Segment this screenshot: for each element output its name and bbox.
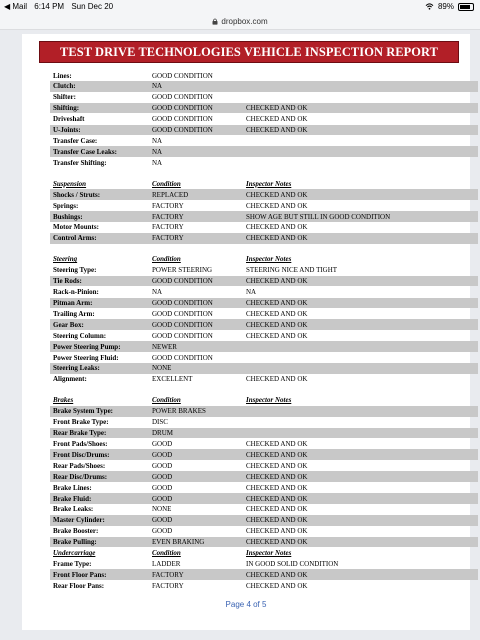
row-label: Springs: bbox=[53, 201, 79, 210]
row-condition: GOOD CONDITION bbox=[152, 71, 213, 80]
row-condition: EVEN BRAKING bbox=[152, 538, 205, 547]
row-label: Steering Type: bbox=[53, 266, 97, 275]
row-notes: CHECKED AND OK bbox=[246, 440, 308, 448]
section-title: Steering bbox=[53, 255, 78, 264]
row-label: Rear Brake Type: bbox=[53, 429, 107, 438]
table-row bbox=[50, 558, 478, 569]
row-notes: CHECKED AND OK bbox=[246, 494, 308, 503]
row-notes: CHECKED AND OK bbox=[246, 104, 308, 113]
table-row bbox=[50, 449, 478, 460]
row-condition: NA bbox=[152, 82, 163, 91]
table-row bbox=[50, 92, 478, 103]
table-row bbox=[50, 406, 478, 417]
row-label: Power Steering Pump: bbox=[53, 342, 121, 351]
status-time: 6:14 PM bbox=[34, 2, 65, 11]
section-title: Undercarriage bbox=[53, 549, 96, 557]
row-condition: FACTORY bbox=[152, 581, 184, 590]
notes-column-header: Inspector Notes bbox=[246, 179, 292, 188]
table-row bbox=[50, 222, 478, 233]
row-condition: GOOD CONDITION bbox=[152, 93, 213, 102]
row-label: Front Floor Pans: bbox=[53, 570, 107, 579]
row-label: Brake Lines: bbox=[53, 483, 92, 492]
row-condition: GOOD CONDITION bbox=[152, 299, 213, 307]
table-row bbox=[50, 70, 478, 81]
row-label: Trailing Arm: bbox=[53, 309, 95, 318]
row-condition: NA bbox=[152, 147, 163, 156]
row-condition: FACTORY bbox=[152, 212, 184, 221]
row-notes: CHECKED AND OK bbox=[246, 234, 308, 243]
table-row bbox=[50, 135, 478, 146]
notes-column-header: Inspector Notes bbox=[246, 396, 292, 405]
table-row bbox=[50, 471, 478, 482]
row-condition: GOOD bbox=[152, 461, 173, 470]
row-label: Shocks / Struts: bbox=[53, 190, 101, 199]
row-label: Motor Mounts: bbox=[53, 223, 99, 232]
row-label: Tie Rods: bbox=[53, 277, 82, 286]
row-condition: GOOD bbox=[152, 483, 173, 492]
table-row bbox=[50, 460, 478, 471]
page-indicator: Page 4 of 5 bbox=[225, 600, 267, 609]
section-title: Suspension bbox=[53, 179, 87, 188]
status-bar bbox=[0, 0, 480, 13]
back-to-mail-link[interactable]: ◀ Mail bbox=[4, 2, 28, 11]
row-label: Rear Disc/Drums: bbox=[53, 472, 108, 481]
row-label: Shifting: bbox=[53, 104, 80, 113]
row-condition: EXCELLENT bbox=[152, 375, 193, 384]
row-notes: CHECKED AND OK bbox=[246, 277, 308, 286]
row-condition: DRUM bbox=[152, 429, 174, 438]
row-condition: FACTORY bbox=[152, 570, 184, 579]
row-notes: CHECKED AND OK bbox=[246, 461, 308, 470]
table-row bbox=[50, 352, 478, 363]
row-label: Rack-n-Pinion: bbox=[53, 288, 99, 297]
row-condition: LADDER bbox=[152, 559, 181, 568]
table-row bbox=[50, 428, 478, 439]
row-label: Steering Leaks: bbox=[53, 364, 100, 373]
section-header bbox=[50, 395, 478, 406]
condition-column-header: Condition bbox=[152, 549, 181, 557]
row-condition: GOOD CONDITION bbox=[152, 309, 213, 318]
table-row bbox=[50, 493, 478, 504]
table-row bbox=[50, 298, 478, 309]
row-label: U-Joints: bbox=[53, 126, 81, 134]
table-row bbox=[50, 233, 478, 244]
row-label: Rear Floor Pans: bbox=[53, 581, 105, 590]
row-condition: NONE bbox=[152, 505, 172, 514]
row-label: Pitman Arm: bbox=[53, 299, 93, 307]
section-header bbox=[50, 254, 478, 265]
table-row bbox=[50, 569, 478, 580]
table-row bbox=[50, 265, 478, 276]
row-label: Front Disc/Drums: bbox=[53, 450, 110, 459]
row-label: Brake System Type: bbox=[53, 407, 114, 416]
row-label: Front Pads/Shoes: bbox=[53, 440, 108, 448]
table-row bbox=[50, 319, 478, 330]
row-condition: GOOD bbox=[152, 494, 173, 503]
row-label: Rear Pads/Shoes: bbox=[53, 461, 106, 470]
table-row bbox=[50, 537, 478, 548]
row-condition: GOOD CONDITION bbox=[152, 353, 213, 362]
row-label: Transfer Case: bbox=[53, 136, 98, 145]
row-condition: GOOD CONDITION bbox=[152, 331, 213, 340]
table-row bbox=[50, 417, 478, 428]
row-notes: CHECKED AND OK bbox=[246, 375, 308, 384]
condition-column-header: Condition bbox=[152, 179, 181, 188]
row-notes: CHECKED AND OK bbox=[246, 505, 308, 514]
row-condition: NONE bbox=[152, 364, 172, 373]
row-condition: GOOD CONDITION bbox=[152, 126, 213, 134]
row-label: Bushings: bbox=[53, 212, 83, 221]
report-title: TEST DRIVE TECHNOLOGIES VEHICLE INSPECTION REPORT bbox=[39, 41, 459, 63]
row-condition: REPLACED bbox=[152, 190, 189, 199]
row-condition: GOOD CONDITION bbox=[152, 277, 213, 286]
row-label: Frame Type: bbox=[53, 559, 92, 568]
table-row bbox=[50, 515, 478, 526]
row-notes: CHECKED AND OK bbox=[246, 450, 308, 459]
condition-column-header: Condition bbox=[152, 396, 181, 405]
table-row bbox=[50, 125, 478, 136]
row-condition: GOOD bbox=[152, 472, 173, 481]
table-row bbox=[50, 146, 478, 157]
row-label: Gear Box: bbox=[53, 320, 84, 329]
row-condition: NA bbox=[152, 158, 163, 167]
table-row bbox=[50, 363, 478, 374]
row-label: Brake Booster: bbox=[53, 527, 99, 536]
table-row bbox=[50, 580, 478, 591]
row-label: Master Cylinder: bbox=[53, 516, 105, 525]
status-left bbox=[4, 2, 118, 11]
row-notes: CHECKED AND OK bbox=[246, 581, 308, 590]
row-notes: IN GOOD SOLID CONDITION bbox=[246, 559, 339, 568]
row-notes: NA bbox=[246, 288, 257, 297]
row-label: Brake Fluid: bbox=[53, 494, 92, 503]
row-notes: CHECKED AND OK bbox=[246, 331, 308, 340]
row-condition: GOOD bbox=[152, 450, 173, 459]
row-notes: CHECKED AND OK bbox=[246, 320, 308, 329]
row-condition: POWER STEERING bbox=[152, 266, 213, 275]
row-condition: FACTORY bbox=[152, 234, 184, 243]
table-row bbox=[50, 211, 478, 222]
row-notes: CHECKED AND OK bbox=[246, 299, 308, 307]
row-notes: CHECKED AND OK bbox=[246, 516, 308, 525]
row-condition: DISC bbox=[152, 418, 168, 427]
row-notes: CHECKED AND OK bbox=[246, 201, 308, 210]
table-row bbox=[50, 287, 478, 298]
row-condition: NA bbox=[152, 136, 163, 145]
row-label: Transfer Shifting: bbox=[53, 158, 107, 167]
table-row bbox=[50, 200, 478, 211]
row-condition: GOOD bbox=[152, 516, 173, 525]
condition-column-header: Condition bbox=[152, 255, 181, 264]
row-notes: CHECKED AND OK bbox=[246, 223, 308, 232]
table-row bbox=[50, 114, 478, 125]
battery-percent: 89% bbox=[437, 2, 454, 11]
table-row bbox=[50, 526, 478, 537]
table-row bbox=[50, 341, 478, 352]
table-row bbox=[50, 439, 478, 450]
row-condition: FACTORY bbox=[152, 223, 184, 232]
document-page bbox=[22, 34, 470, 630]
row-notes: CHECKED AND OK bbox=[246, 115, 308, 124]
address-bar[interactable] bbox=[0, 13, 480, 30]
section-title: Brakes bbox=[53, 396, 74, 405]
row-notes: CHECKED AND OK bbox=[246, 190, 308, 199]
row-condition: GOOD CONDITION bbox=[152, 104, 213, 113]
table-row bbox=[50, 81, 478, 92]
table-row bbox=[50, 330, 478, 341]
row-condition: GOOD bbox=[152, 527, 173, 536]
row-condition: POWER BRAKES bbox=[152, 407, 206, 416]
row-notes: CHECKED AND OK bbox=[246, 538, 308, 547]
row-condition: GOOD bbox=[152, 440, 173, 448]
row-label: Steering Column: bbox=[53, 331, 107, 340]
notes-column-header: Inspector Notes bbox=[246, 255, 292, 264]
row-condition: NA bbox=[152, 288, 163, 297]
status-date: Sun Dec 20 bbox=[71, 2, 114, 11]
row-label: Transfer Case Leaks: bbox=[53, 147, 117, 156]
row-label: Alignment: bbox=[53, 375, 87, 384]
row-label: Clutch: bbox=[53, 82, 76, 91]
row-label: Lines: bbox=[53, 71, 72, 80]
row-condition: GOOD CONDITION bbox=[152, 115, 213, 124]
row-notes: CHECKED AND OK bbox=[246, 126, 308, 134]
row-notes: CHECKED AND OK bbox=[246, 483, 308, 492]
row-condition: NEWER bbox=[152, 342, 177, 351]
table-row bbox=[50, 482, 478, 493]
row-label: Brake Pulling: bbox=[53, 538, 97, 547]
table-row bbox=[50, 374, 478, 385]
battery-level bbox=[460, 5, 470, 9]
row-notes: SHOW AGE BUT STILL IN GOOD CONDITION bbox=[246, 212, 391, 221]
section-header bbox=[50, 178, 478, 189]
row-label: Shifter: bbox=[53, 93, 76, 102]
row-label: Brake Leaks: bbox=[53, 505, 94, 514]
table-row bbox=[50, 157, 478, 168]
wifi-icon bbox=[425, 3, 434, 10]
row-notes: CHECKED AND OK bbox=[246, 309, 308, 318]
table-row bbox=[50, 103, 478, 114]
table-row bbox=[50, 308, 478, 319]
table-row bbox=[50, 276, 478, 287]
row-label: Control Arms: bbox=[53, 234, 97, 243]
url-text[interactable]: dropbox.com bbox=[221, 16, 268, 26]
status-right bbox=[425, 2, 474, 11]
row-notes: STEERING NICE AND TIGHT bbox=[246, 266, 338, 275]
lock-icon bbox=[212, 18, 218, 25]
table-row bbox=[50, 189, 478, 200]
battery-icon bbox=[458, 3, 474, 11]
row-label: Power Steering Fluid: bbox=[53, 353, 119, 362]
row-notes: CHECKED AND OK bbox=[246, 570, 308, 579]
row-notes: CHECKED AND OK bbox=[246, 527, 308, 536]
notes-column-header: Inspector Notes bbox=[246, 549, 292, 557]
section-header bbox=[50, 548, 478, 559]
row-label: Front Brake Type: bbox=[53, 418, 109, 427]
row-condition: FACTORY bbox=[152, 201, 184, 210]
row-label: Driveshaft bbox=[53, 115, 85, 124]
row-condition: GOOD CONDITION bbox=[152, 320, 213, 329]
table-row bbox=[50, 504, 478, 515]
row-notes: CHECKED AND OK bbox=[246, 472, 308, 481]
